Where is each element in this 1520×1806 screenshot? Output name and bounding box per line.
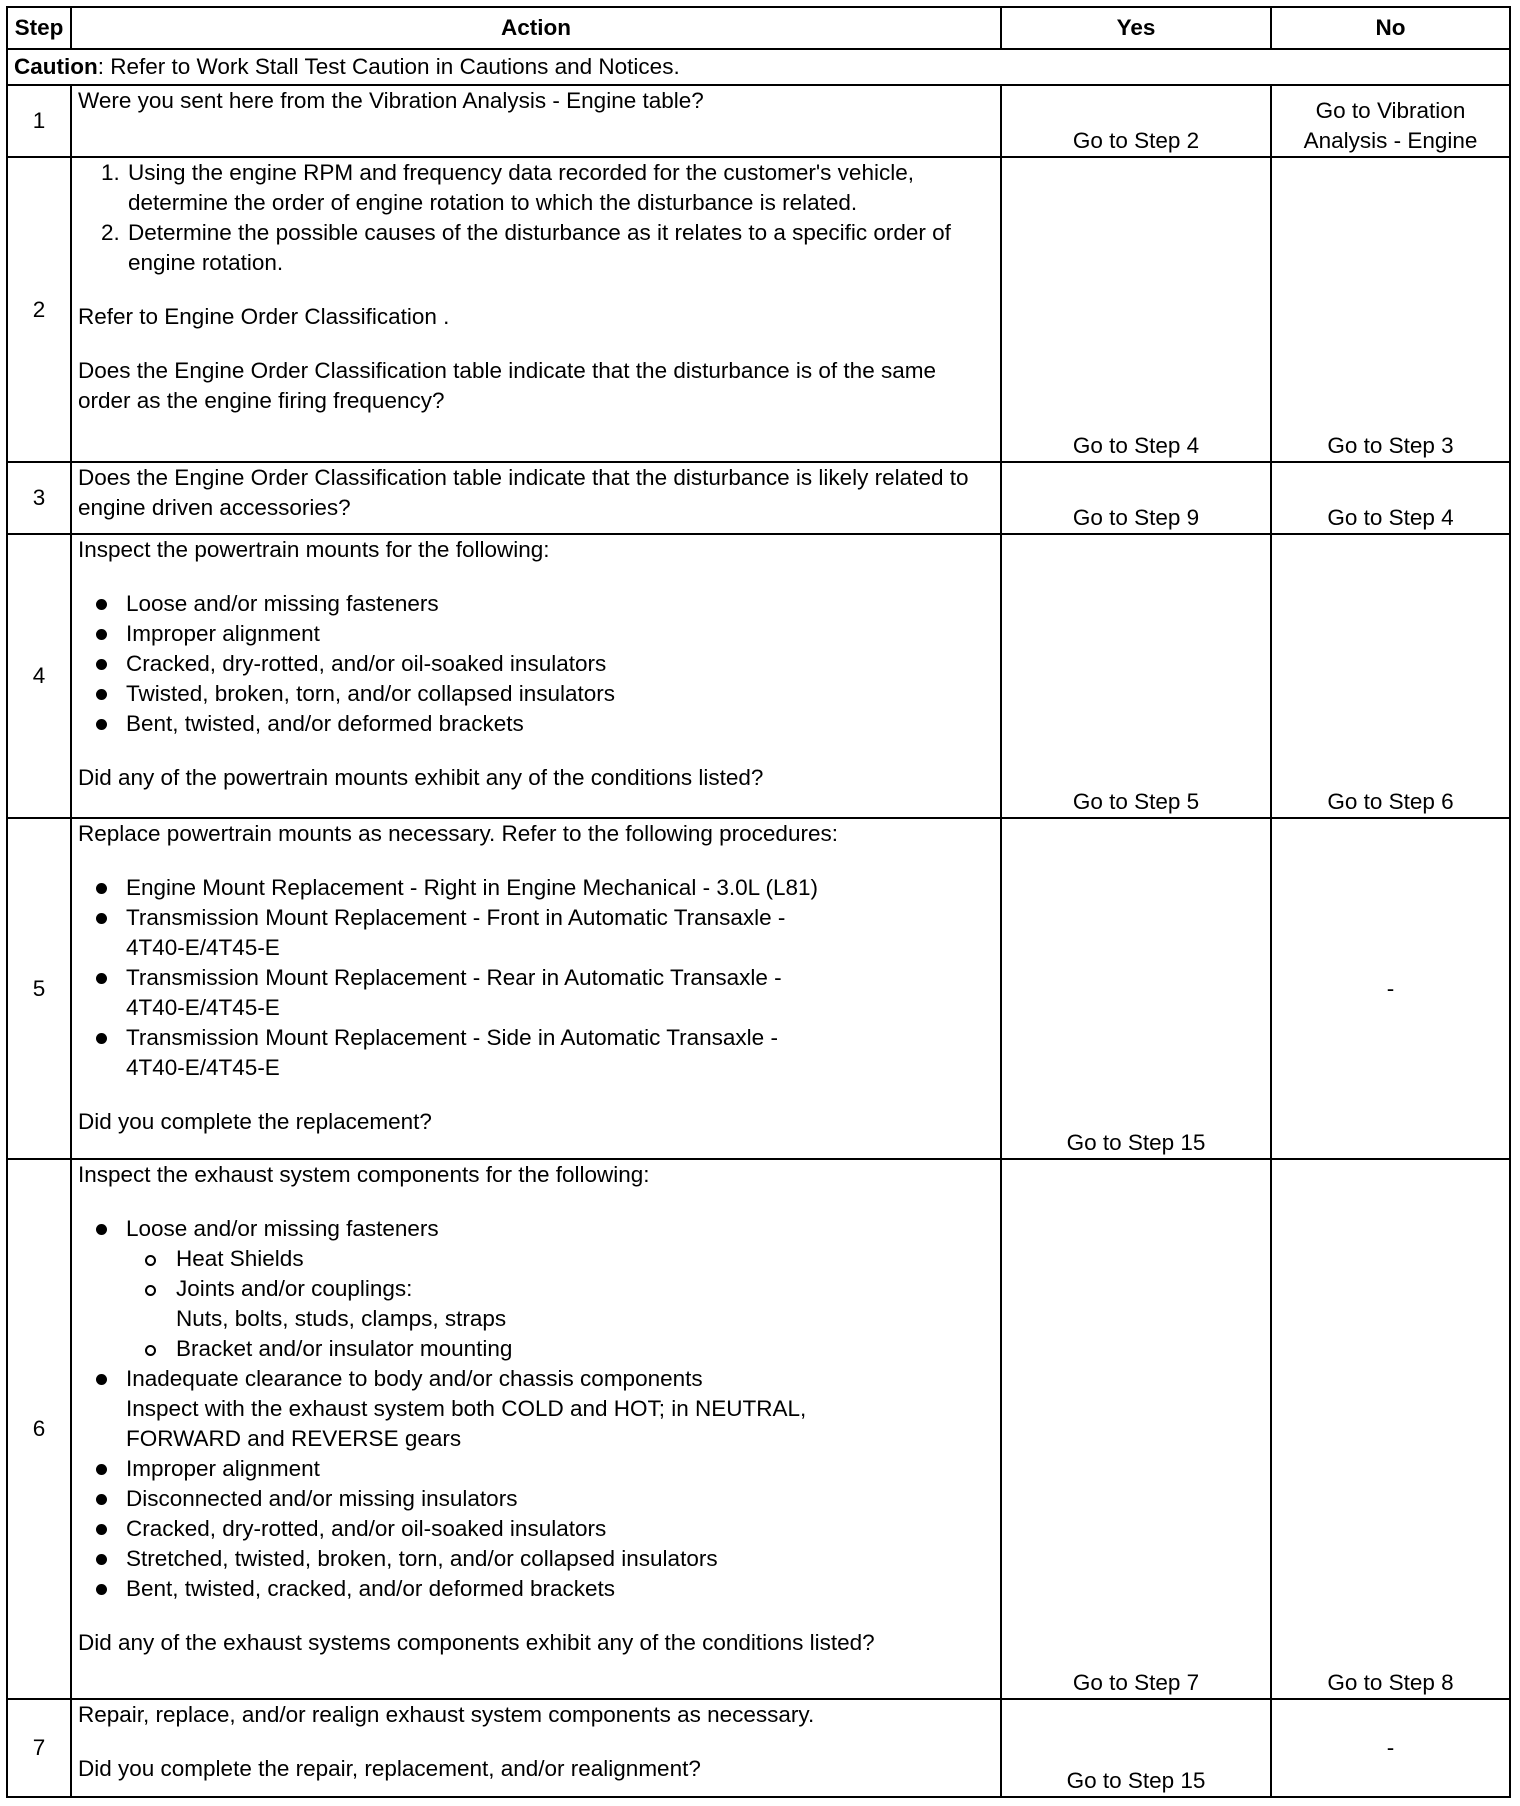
list-item: 2. Determine the possible causes of the disturbance as it relates to a specific order of engine rotation. <box>126 218 994 278</box>
no-value: - <box>1271 818 1510 1159</box>
yes-link[interactable]: Go to Step 5 <box>1001 534 1271 818</box>
sub-list-item: Heat Shields <box>176 1244 994 1274</box>
list-item: Disconnected and/or missing insulators <box>126 1484 994 1514</box>
list-item: Twisted, broken, torn, and/or collapsed insulators <box>126 679 994 709</box>
action-text: Were you sent here from the Vibration Analysis - Engine table? <box>78 88 704 113</box>
no-link[interactable]: Go to Step 4 <box>1271 462 1510 534</box>
action-question: Did you complete the repair, replacement, and/or realignment? <box>78 1756 701 1781</box>
header-yes: Yes <box>1001 7 1271 49</box>
bullet-list <box>78 589 994 739</box>
table-row <box>7 818 1510 1159</box>
list-item: Cracked, dry-rotted, and/or oil-soaked insulators <box>126 649 994 679</box>
yes-link[interactable]: Go to Step 15 <box>1001 818 1271 1159</box>
table-row <box>7 85 1510 157</box>
step-number: 5 <box>7 818 71 1159</box>
procedure-link-line: 4T40-E/4T45-E <box>126 995 280 1020</box>
procedure-link-line: Transmission Mount Replacement - Side in Automatic Transaxle - <box>126 1025 778 1050</box>
step-number: 1 <box>7 85 71 157</box>
list-item: 1. Using the engine RPM and frequency data recorded for the customer's vehicle, determine the order of engine rotation to which the disturbance is related. <box>126 158 994 218</box>
procedure-link-line: Transmission Mount Replacement - Rear in Automatic Transaxle - <box>126 965 782 990</box>
sub-list-item-text: Joints and/or couplings: <box>176 1276 413 1301</box>
sub-list-item: Bracket and/or insulator mounting <box>176 1334 994 1364</box>
list-item-text: Inadequate clearance to body and/or chassis components <box>126 1366 703 1391</box>
header-action: Action <box>71 7 1001 49</box>
action-cell <box>71 157 1001 462</box>
caution-row <box>7 49 1510 85</box>
action-question: Did any of the exhaust systems components exhibit any of the conditions listed? <box>78 1630 875 1655</box>
action-intro: Inspect the powertrain mounts for the following: <box>78 537 550 562</box>
action-cell <box>71 462 1001 534</box>
list-item: Loose and/or missing fasteners <box>126 589 994 619</box>
table-row <box>7 157 1510 462</box>
action-cell <box>71 85 1001 157</box>
procedure-link[interactable] <box>126 1023 994 1083</box>
no-link[interactable]: Go to Step 8 <box>1271 1159 1510 1699</box>
action-intro: Inspect the exhaust system components for the following: <box>78 1162 650 1187</box>
list-item-detail: Inspect with the exhaust system both COLD and HOT; in NEUTRAL, <box>126 1396 807 1421</box>
step-number: 7 <box>7 1699 71 1797</box>
action-intro: Repair, replace, and/or realign exhaust system components as necessary. <box>78 1702 815 1727</box>
numbered-list <box>78 158 994 278</box>
action-text: Does the Engine Order Classification table indicate that the disturbance is likely related to engine driven accessories? <box>78 465 969 520</box>
no-link[interactable] <box>1271 85 1510 157</box>
list-item: Improper alignment <box>126 1454 994 1484</box>
yes-link[interactable]: Go to Step 2 <box>1001 85 1271 157</box>
list-item: Bent, twisted, cracked, and/or deformed brackets <box>126 1574 994 1604</box>
header-row <box>7 7 1510 49</box>
caution-label: Caution <box>14 54 98 79</box>
sub-list <box>126 1244 994 1364</box>
no-link-line: Analysis - Engine <box>1303 128 1478 153</box>
caution-text: : Refer to Work Stall Test Caution in Cautions and Notices. <box>97 54 680 79</box>
caution-cell <box>7 49 1510 85</box>
action-question: Does the Engine Order Classification table indicate that the disturbance is of the same order as the engine firing frequency? <box>78 358 936 413</box>
procedure-link[interactable] <box>126 963 994 1023</box>
header-step: Step <box>7 7 71 49</box>
procedure-link-line: Transmission Mount Replacement - Front in Automatic Transaxle - <box>126 905 786 930</box>
action-cell <box>71 818 1001 1159</box>
step-number: 4 <box>7 534 71 818</box>
list-item: Stretched, twisted, broken, torn, and/or collapsed insulators <box>126 1544 994 1574</box>
yes-link[interactable]: Go to Step 4 <box>1001 157 1271 462</box>
refer-link[interactable]: Refer to Engine Order Classification . <box>78 304 450 329</box>
yes-link[interactable]: Go to Step 9 <box>1001 462 1271 534</box>
action-question: Did you complete the replacement? <box>78 1109 432 1134</box>
action-cell <box>71 1159 1001 1699</box>
sub-list-item-detail: Nuts, bolts, studs, clamps, straps <box>176 1306 507 1331</box>
list-item: Bent, twisted, and/or deformed brackets <box>126 709 994 739</box>
table-row <box>7 1159 1510 1699</box>
action-question: Did any of the powertrain mounts exhibit any of the conditions listed? <box>78 765 764 790</box>
list-item: Improper alignment <box>126 619 994 649</box>
bullet-list <box>78 1214 994 1604</box>
list-item-text: Loose and/or missing fasteners <box>126 1216 439 1241</box>
sub-list-item <box>176 1274 994 1334</box>
bullet-list <box>78 873 994 1083</box>
yes-link[interactable]: Go to Step 7 <box>1001 1159 1271 1699</box>
no-link-line: Go to Vibration <box>1315 98 1466 123</box>
action-cell <box>71 1699 1001 1797</box>
list-item <box>126 1214 994 1364</box>
step-number: 2 <box>7 157 71 462</box>
procedure-link[interactable] <box>126 903 994 963</box>
no-value: - <box>1271 1699 1510 1797</box>
table-row <box>7 1699 1510 1797</box>
table-row <box>7 534 1510 818</box>
step-number: 3 <box>7 462 71 534</box>
list-item: Cracked, dry-rotted, and/or oil-soaked insulators <box>126 1514 994 1544</box>
table-row <box>7 462 1510 534</box>
list-item <box>126 1364 994 1454</box>
list-item-detail: FORWARD and REVERSE gears <box>126 1426 462 1451</box>
yes-link[interactable]: Go to Step 15 <box>1001 1699 1271 1797</box>
step-number: 6 <box>7 1159 71 1699</box>
action-cell <box>71 534 1001 818</box>
header-no: No <box>1271 7 1510 49</box>
procedure-link-line: 4T40-E/4T45-E <box>126 1055 280 1080</box>
no-link[interactable]: Go to Step 3 <box>1271 157 1510 462</box>
procedure-link[interactable]: Engine Mount Replacement - Right in Engine Mechanical - 3.0L (L81) <box>126 873 994 903</box>
action-intro: Replace powertrain mounts as necessary. Refer to the following procedures: <box>78 821 838 846</box>
no-link[interactable]: Go to Step 6 <box>1271 534 1510 818</box>
procedure-link-line: 4T40-E/4T45-E <box>126 935 280 960</box>
diagnostic-table <box>6 6 1511 1798</box>
